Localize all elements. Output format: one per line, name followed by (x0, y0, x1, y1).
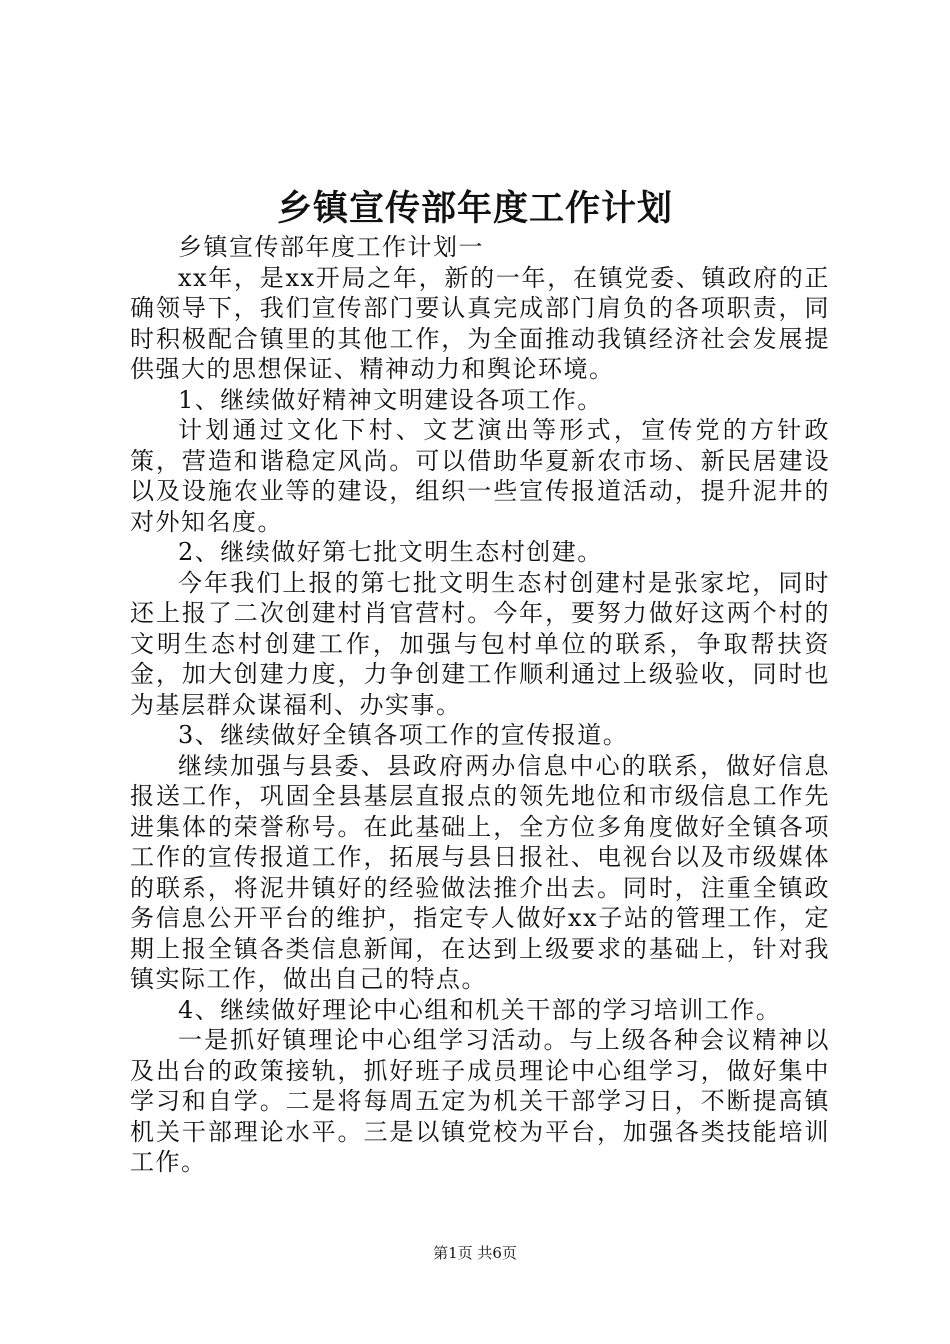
document-body (130, 232, 830, 1178)
paragraph-intro: xx年，是xx开局之年，新的一年，在镇党委、镇政府的正确领导下，我们宣传部门要认真完成部门肩负的各项职责，同时积极配合镇里的其他工作，为全面推动我镇经济社会发展提供强大的思想保证、精神动力和舆论环境。 (130, 263, 830, 383)
paragraph-section-1: 计划通过文化下村、文艺演出等形式，宣传党的方针政策，营造和谐稳定风尚。可以借助华夏新农市场、新民居建设以及设施农业等的建设，组织一些宣传报道活动，提升泥井的对外知名度。 (130, 416, 830, 536)
page-number-footer: 第1页 共6页 (433, 1244, 517, 1262)
section-heading-2: 2、继续做好第七批文明生态村创建。 (178, 538, 603, 566)
paragraph-section-2: 今年我们上报的第七批文明生态村创建村是张家坨，同时还上报了二次创建村肖官营村。今年，要努力做好这两个村的文明生态村创建工作，加强与包村单位的联系，争取帮扶资金，加大创建力度，力争创建工作顺利通过上级验收，同时也为基层群众谋福利、办实事。 (130, 568, 830, 719)
document-title: 乡镇宣传部年度工作计划 (276, 188, 673, 229)
section-heading-1: 1、继续做好精神文明建设各项工作。 (178, 385, 603, 414)
section-heading-4: 4、继续做好理论中心组和机关干部的学习培训工作。 (178, 995, 782, 1024)
paragraph-subtitle: 乡镇宣传部年度工作计划一 (178, 233, 484, 261)
paragraph-section-4: 一是抓好镇理论中心组学习活动。与上级各种会议精神以及出台的政策接轨，抓好班子成员理论中心组学习，做好集中学习和自学。二是将每周五定为机关干部学习日，不断提高镇机关干部理论水平。三是以镇党校为平台，加强各类技能培训工作。 (130, 1026, 830, 1176)
section-heading-3: 3、继续做好全镇各项工作的宣传报道。 (178, 721, 629, 749)
paragraph-section-3: 继续加强与县委、县政府两办信息中心的联系，做好信息报送工作，巩固全县基层直报点的领先地位和市级信息工作先进集体的荣誉称号。在此基础上，全方位多角度做好全镇各项工作的宣传报道工作，拓展与县日报社、电视台以及市级媒体的联系，将泥井镇好的经验做法推介出去。同时，注重全镇政务信息公开平台的维护，指定专人做好xx子站的管理工作，定期上报全镇各类信息新闻，在达到上级要求的基础上，针对我镇实际工作，做出自己的特点。 (130, 751, 830, 993)
